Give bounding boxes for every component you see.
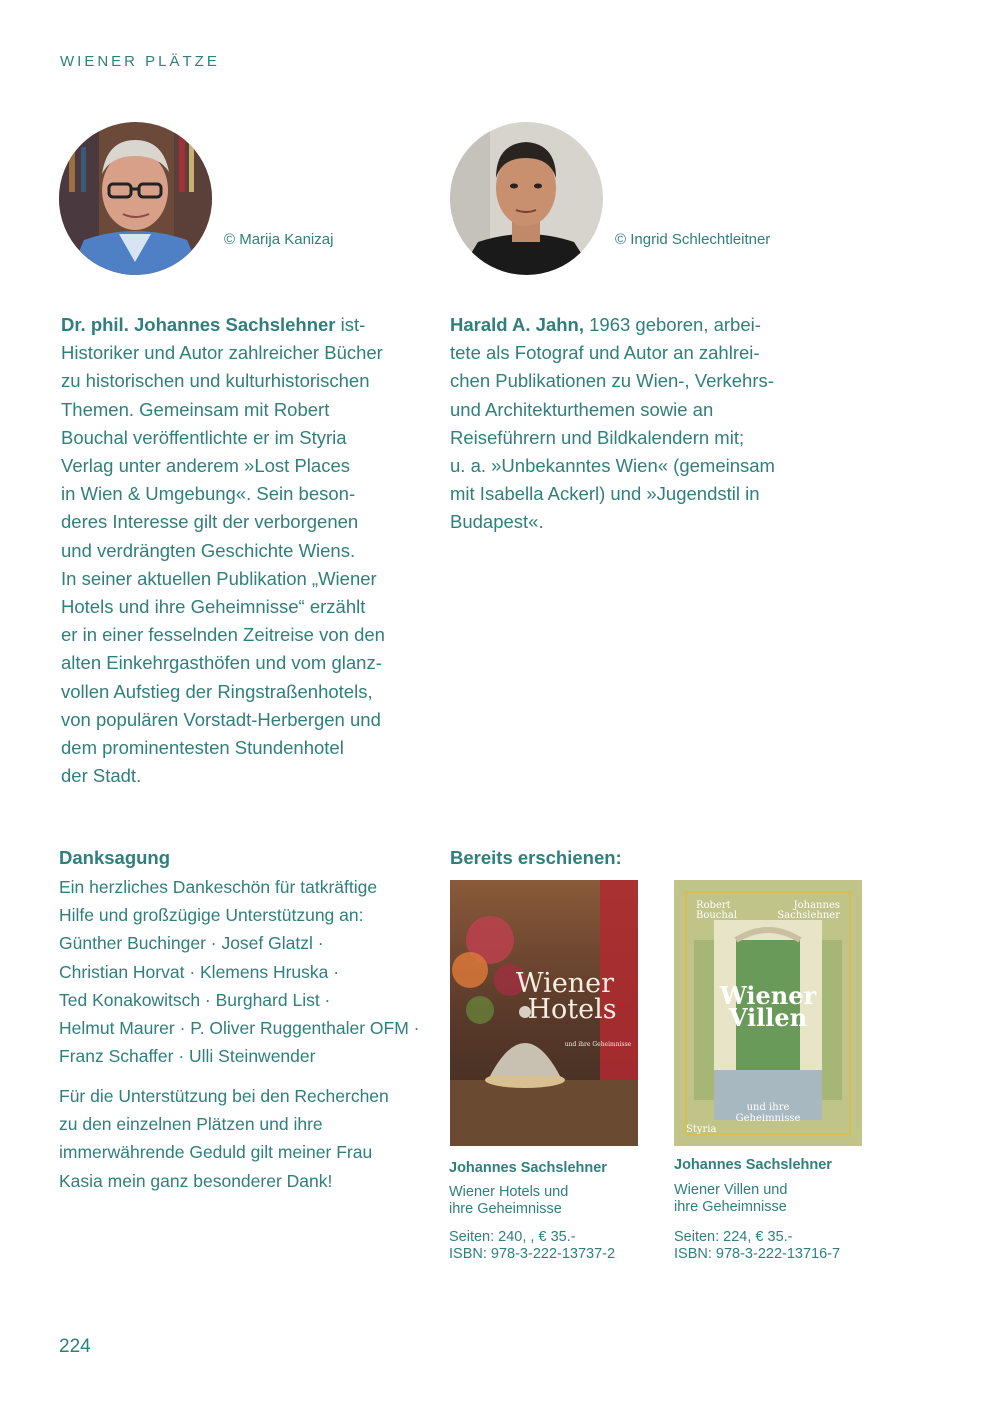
book-details	[674, 1229, 840, 1263]
book-pages-price: Seiten: 240, , € 35.-	[449, 1229, 576, 1245]
book-title: Wiener Villen und ihre Geheimnisse	[674, 1182, 788, 1215]
books-heading: Bereits erschienen:	[450, 847, 622, 868]
publisher-logo: Styria	[686, 1124, 717, 1135]
page-number: 224	[59, 1336, 91, 1357]
author-name: Dr. phil. Johannes Sachslehner	[61, 314, 336, 335]
running-header: WIENER PLÄTZE	[60, 53, 220, 70]
book-cover-wiener-hotels	[450, 880, 638, 1146]
book-author: Johannes Sachslehner	[674, 1157, 832, 1173]
book-title: Wiener Hotels und ihre Geheimnisse	[449, 1184, 569, 1217]
thanks-text: Ein herzliches Dankeschön für tatkräftige Hilfe und großzügige Unterstützung an: Günther Buchinger · Josef Glatzl · Christian Horvat · Klemens Hruska · Ted Konakowitsch · Burghard List · Helmut Maurer · P. Oliver Ruggenthaler OFM · Franz Schaffer · Ulli Steinwender	[59, 877, 420, 1067]
author-photo-jahn	[450, 122, 603, 275]
book-pages-price: Seiten: 224, € 35.-	[674, 1229, 793, 1245]
photo-credit: © Marija Kanizaj	[224, 231, 334, 248]
cover-subtitle: Geheimnisse	[735, 1113, 801, 1124]
book-isbn: ISBN: 978-3-222-13737-2	[449, 1246, 616, 1262]
book-isbn: ISBN: 978-3-222-13716-7	[674, 1246, 841, 1262]
author-photo-sachslehner	[59, 122, 212, 275]
cover-title: Villen	[728, 1003, 808, 1032]
thanks-text-2: Für die Unterstützung bei den Recherchen zu den einzelnen Plätzen und ihre immerwährende Geduld gilt meiner Frau Kasia mein ganz besonderer Dank!	[59, 1086, 389, 1191]
cover-author: Bouchal	[696, 910, 738, 921]
cover-subtitle: und ihre	[746, 1102, 790, 1113]
cover-author: Robert	[696, 900, 731, 911]
cover-title: Wiener	[719, 981, 817, 1010]
cover-subtitle: und ihre Geheimnisse	[564, 1041, 632, 1048]
author-name: Harald A. Jahn,	[450, 314, 584, 335]
author-bio-jahn: Harald A. Jahn, 1963 geboren, arbei- tete als Fotograf und Autor an zahlrei- chen Publikationen zu Wien-, Verkehrs- und Architekturthemen sowie an Reiseführern und Bildkalendern mit; u. a. »Unbekanntes Wien« (gemeinsam mit Isabella Ackerl) und »Jugendstil in Budapest«.	[450, 314, 775, 533]
book-details	[449, 1229, 615, 1263]
author-bio-sachslehner: Dr. phil. Johannes Sachslehner ist- Historiker und Autor zahlreicher Bücher zu historischen und kulturhistorischen Themen. Gemeinsam mit Robert Bouchal veröffentlichte er im Styria Verlag unter anderem »Lost Places in Wien & Umgebung«. Sein beson- deres Interesse gilt der verborgenen und verdrängten Geschichte Wiens. In seiner aktuellen Publikation „Wiener Hotels und ihre Geheimnisse“ erzählt er in einer fesselnden Zeitreise von den alten Einkehrgasthöfen und vom glanz- vollen Aufstieg der Ringstraßenhotels, von populären Vorstadt-Herbergen und dem prominentesten Stundenhotel der Stadt.	[61, 314, 385, 787]
cover-title: Wiener	[515, 968, 615, 999]
cover-author: Johannes	[793, 900, 840, 911]
cover-author: Sachslehner	[777, 910, 840, 921]
book-cover-wiener-villen	[674, 880, 862, 1146]
book-author: Johannes Sachslehner	[449, 1160, 607, 1176]
cover-title: Hotels	[527, 994, 617, 1025]
thanks-heading: Danksagung	[59, 847, 171, 868]
photo-credit: © Ingrid Schlechtleitner	[615, 231, 771, 248]
